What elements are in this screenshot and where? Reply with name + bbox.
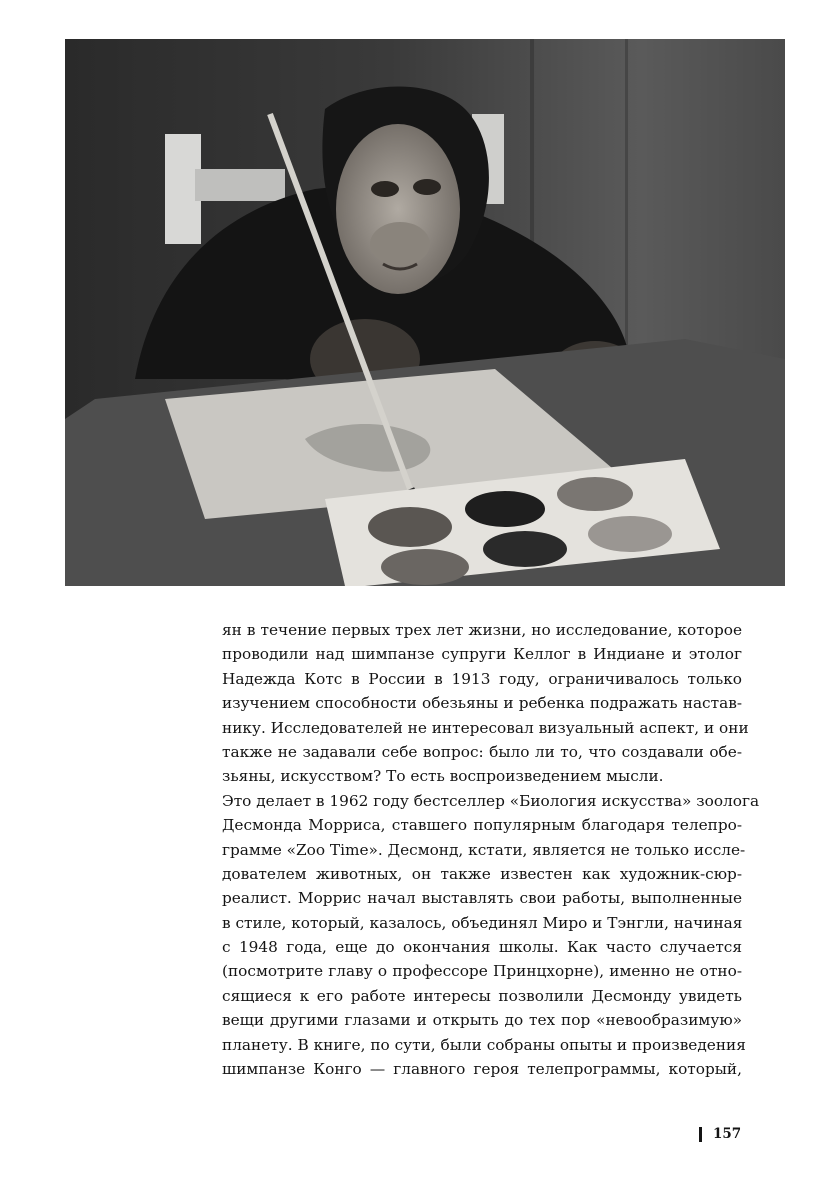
- text-line: в стиле, который, казалось, объединял Миро и Тэнгли, начиная: [222, 913, 743, 932]
- text-line: сящиеся к его работе интересы позволили Десмонду увидеть: [222, 986, 742, 1005]
- text-line: шимпанзе Конго — главного героя телепрограммы, который,: [222, 1060, 742, 1079]
- body-text: [222, 618, 760, 1081]
- text-line: вещи другими глазами и открыть до тех пор «невообразимую»: [222, 1011, 742, 1030]
- text-line: Это делает в 1962 году бестселлер «Биология искусства» зоолога: [222, 791, 760, 810]
- text-line: проводили над шимпанзе супруги Келлог в Индиане и этолог: [222, 645, 742, 664]
- text-line: реалист. Моррис начал выставлять свои работы, выполненные: [222, 889, 742, 908]
- page-footer: [699, 1125, 741, 1143]
- chimpanzee-painting-photo: [65, 39, 785, 586]
- text-line: с 1948 года, еще до окончания школы. Как часто случается: [222, 938, 742, 957]
- page-number: 157: [713, 1126, 742, 1142]
- folio-bar: [699, 1127, 702, 1142]
- text-line: нику. Исследователей не интересовал визуальный аспект, и они: [222, 718, 749, 737]
- text-line: планету. В книге, по сути, были собраны опыты и произведения: [222, 1035, 746, 1054]
- text-line: изучением способности обезьяны и ребенка подражать настав-: [222, 694, 742, 713]
- text-line: также не задавали себе вопрос: было ли то, что создавали обе-: [222, 742, 742, 761]
- text-line: (посмотрите главу о профессоре Принцхорне), именно не отно-: [222, 962, 742, 981]
- text-line: ян в течение первых трех лет жизни, но исследование, которое: [222, 621, 742, 639]
- text-line: грамме «Zoo Time». Десмонд, кстати, является не только иссле-: [222, 840, 746, 859]
- text-line: Надежда Котс в России в 1913 году, ограничивалось только: [222, 669, 742, 688]
- text-line: Десмонда Морриса, ставшего популярным благодаря телепро-: [222, 816, 742, 835]
- text-line: зьяны, искусством? То есть воспроизведением мысли.: [222, 767, 664, 786]
- text-line: дователем животных, он также известен как художник-сюр-: [222, 864, 742, 883]
